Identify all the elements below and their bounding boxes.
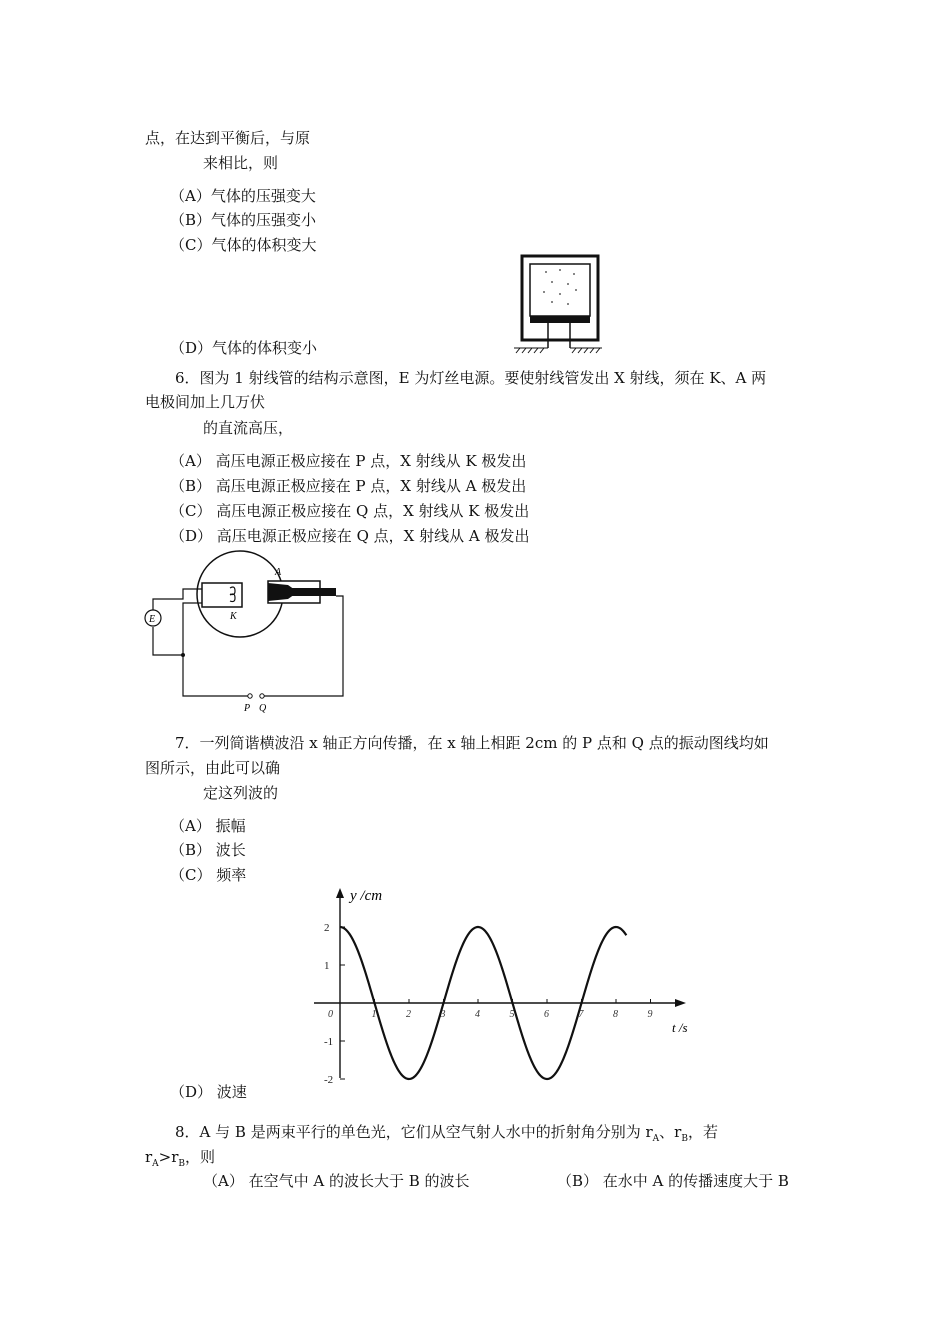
filament-circuit bbox=[153, 589, 202, 610]
q6-option-b: （B） 高压电源正极应接在 P 点，X 射线从 A 极发出 bbox=[170, 477, 527, 495]
high-voltage-circuit bbox=[183, 655, 250, 696]
q8-sub-a: A bbox=[652, 1134, 660, 1144]
q5-option-b: （B）气体的压强变小 bbox=[170, 211, 317, 229]
x-axis-arrow bbox=[675, 999, 686, 1007]
oscillation-chart bbox=[290, 880, 710, 1090]
gas-cylinder-diagram bbox=[508, 250, 608, 354]
x-tick-label: 2 bbox=[406, 1009, 411, 1020]
gas-molecules bbox=[543, 269, 577, 305]
label-k: K bbox=[230, 611, 237, 622]
q7-option-d: （D） 波速 bbox=[170, 1083, 247, 1101]
q5-option-c: （C）气体的体积变大 bbox=[170, 236, 317, 254]
x-axis-label: t /s bbox=[672, 1020, 688, 1035]
q6-option-d: （D） 高压电源正极应接在 Q 点，X 射线从 A 极发出 bbox=[170, 527, 530, 545]
cylinder-frame bbox=[522, 256, 598, 340]
y-tick-label: -1 bbox=[324, 1036, 334, 1048]
x-tick-label: 1 bbox=[371, 1009, 377, 1020]
x-tick-label: 6 bbox=[544, 1009, 549, 1020]
q8-line2-sub-b: B bbox=[178, 1159, 186, 1169]
q5-option-d: （D）气体的体积变小 bbox=[170, 339, 318, 357]
q6-option-a: （A） 高压电源正极应接在 P 点，X 射线从 K 极发出 bbox=[170, 452, 527, 470]
x-tick-label: 0 bbox=[328, 1009, 333, 1020]
q5-line2: 来相比，则 bbox=[203, 154, 279, 172]
terminal-q bbox=[260, 694, 264, 698]
q6-line1: 6．图为 1 射线管的结构示意图，E 为灯丝电源。要使射线管发出 X 射线，须在 K、A 两 bbox=[175, 369, 767, 387]
label-a: A bbox=[275, 567, 282, 578]
q8-line2-tail: ，则 bbox=[185, 1148, 216, 1166]
q7-line3: 定这列波的 bbox=[203, 784, 279, 802]
y-tick-label: -2 bbox=[324, 1074, 334, 1086]
q8-tail: ，若 bbox=[687, 1123, 718, 1141]
q6-line2: 电极间加上几万伏 bbox=[145, 393, 266, 411]
q8-sub-b: B bbox=[681, 1134, 688, 1144]
y-tick-label: 2 bbox=[324, 922, 330, 934]
y-tick-label: 1 bbox=[324, 960, 330, 972]
q5-line1: 点，在达到平衡后，与原 bbox=[145, 129, 311, 147]
x-tick-label: 8 bbox=[613, 1009, 618, 1020]
xray-tube-diagram bbox=[138, 545, 353, 715]
q7-option-b: （B） 波长 bbox=[170, 841, 246, 859]
q8-option-a: （A） 在空气中 A 的波长大于 B 的波长 bbox=[203, 1172, 470, 1190]
x-tick-label: 3 bbox=[440, 1009, 446, 1020]
x-tick-label: 7 bbox=[578, 1009, 584, 1020]
ground-hatching bbox=[514, 348, 602, 353]
x-tick-label: 4 bbox=[475, 1009, 480, 1020]
q8-line2-gt: >r bbox=[158, 1148, 179, 1166]
q7-line1: 7．一列简谐横波沿 x 轴正方向传播，在 x 轴上相距 2cm 的 P 点和 Q 点的振动图线均如 bbox=[175, 734, 769, 752]
q8-line1 bbox=[175, 1122, 718, 1149]
q6-line3: 的直流高压， bbox=[203, 419, 294, 437]
x-tick-label: 5 bbox=[509, 1009, 515, 1020]
q8-line2 bbox=[145, 1147, 215, 1174]
q7-line2: 图所示，由此可以确 bbox=[145, 759, 281, 777]
q8-line1-text: 8．A 与 B 是两束平行的单色光，它们从空气射人水中的折射角分别为 r bbox=[175, 1123, 653, 1141]
anode-rod bbox=[288, 588, 336, 596]
q7-option-a: （A） 振幅 bbox=[170, 817, 246, 835]
y-axis-label: y /cm bbox=[350, 888, 383, 904]
q8-line2-r1: r bbox=[145, 1148, 153, 1166]
label-p: P bbox=[244, 703, 251, 714]
q6-option-c: （C） 高压电源正极应接在 Q 点，X 射线从 K 极发出 bbox=[170, 502, 530, 520]
q7-option-c: （C） 频率 bbox=[170, 866, 247, 884]
q8-option-b: （B） 在水中 A 的传播速度大于 B bbox=[557, 1172, 789, 1190]
cylinder-inner bbox=[530, 264, 590, 316]
label-q: Q bbox=[259, 703, 267, 714]
cathode-neck bbox=[202, 583, 242, 607]
piston bbox=[530, 316, 590, 323]
q5-option-a: （A）气体的压强变大 bbox=[170, 187, 316, 205]
x-tick-label: 9 bbox=[647, 1009, 653, 1020]
q8-line2-sub-a: A bbox=[152, 1159, 159, 1169]
terminal-p bbox=[248, 694, 252, 698]
y-axis-arrow bbox=[336, 888, 344, 898]
q8-sep: 、r bbox=[659, 1123, 682, 1141]
label-e: E bbox=[149, 614, 156, 625]
